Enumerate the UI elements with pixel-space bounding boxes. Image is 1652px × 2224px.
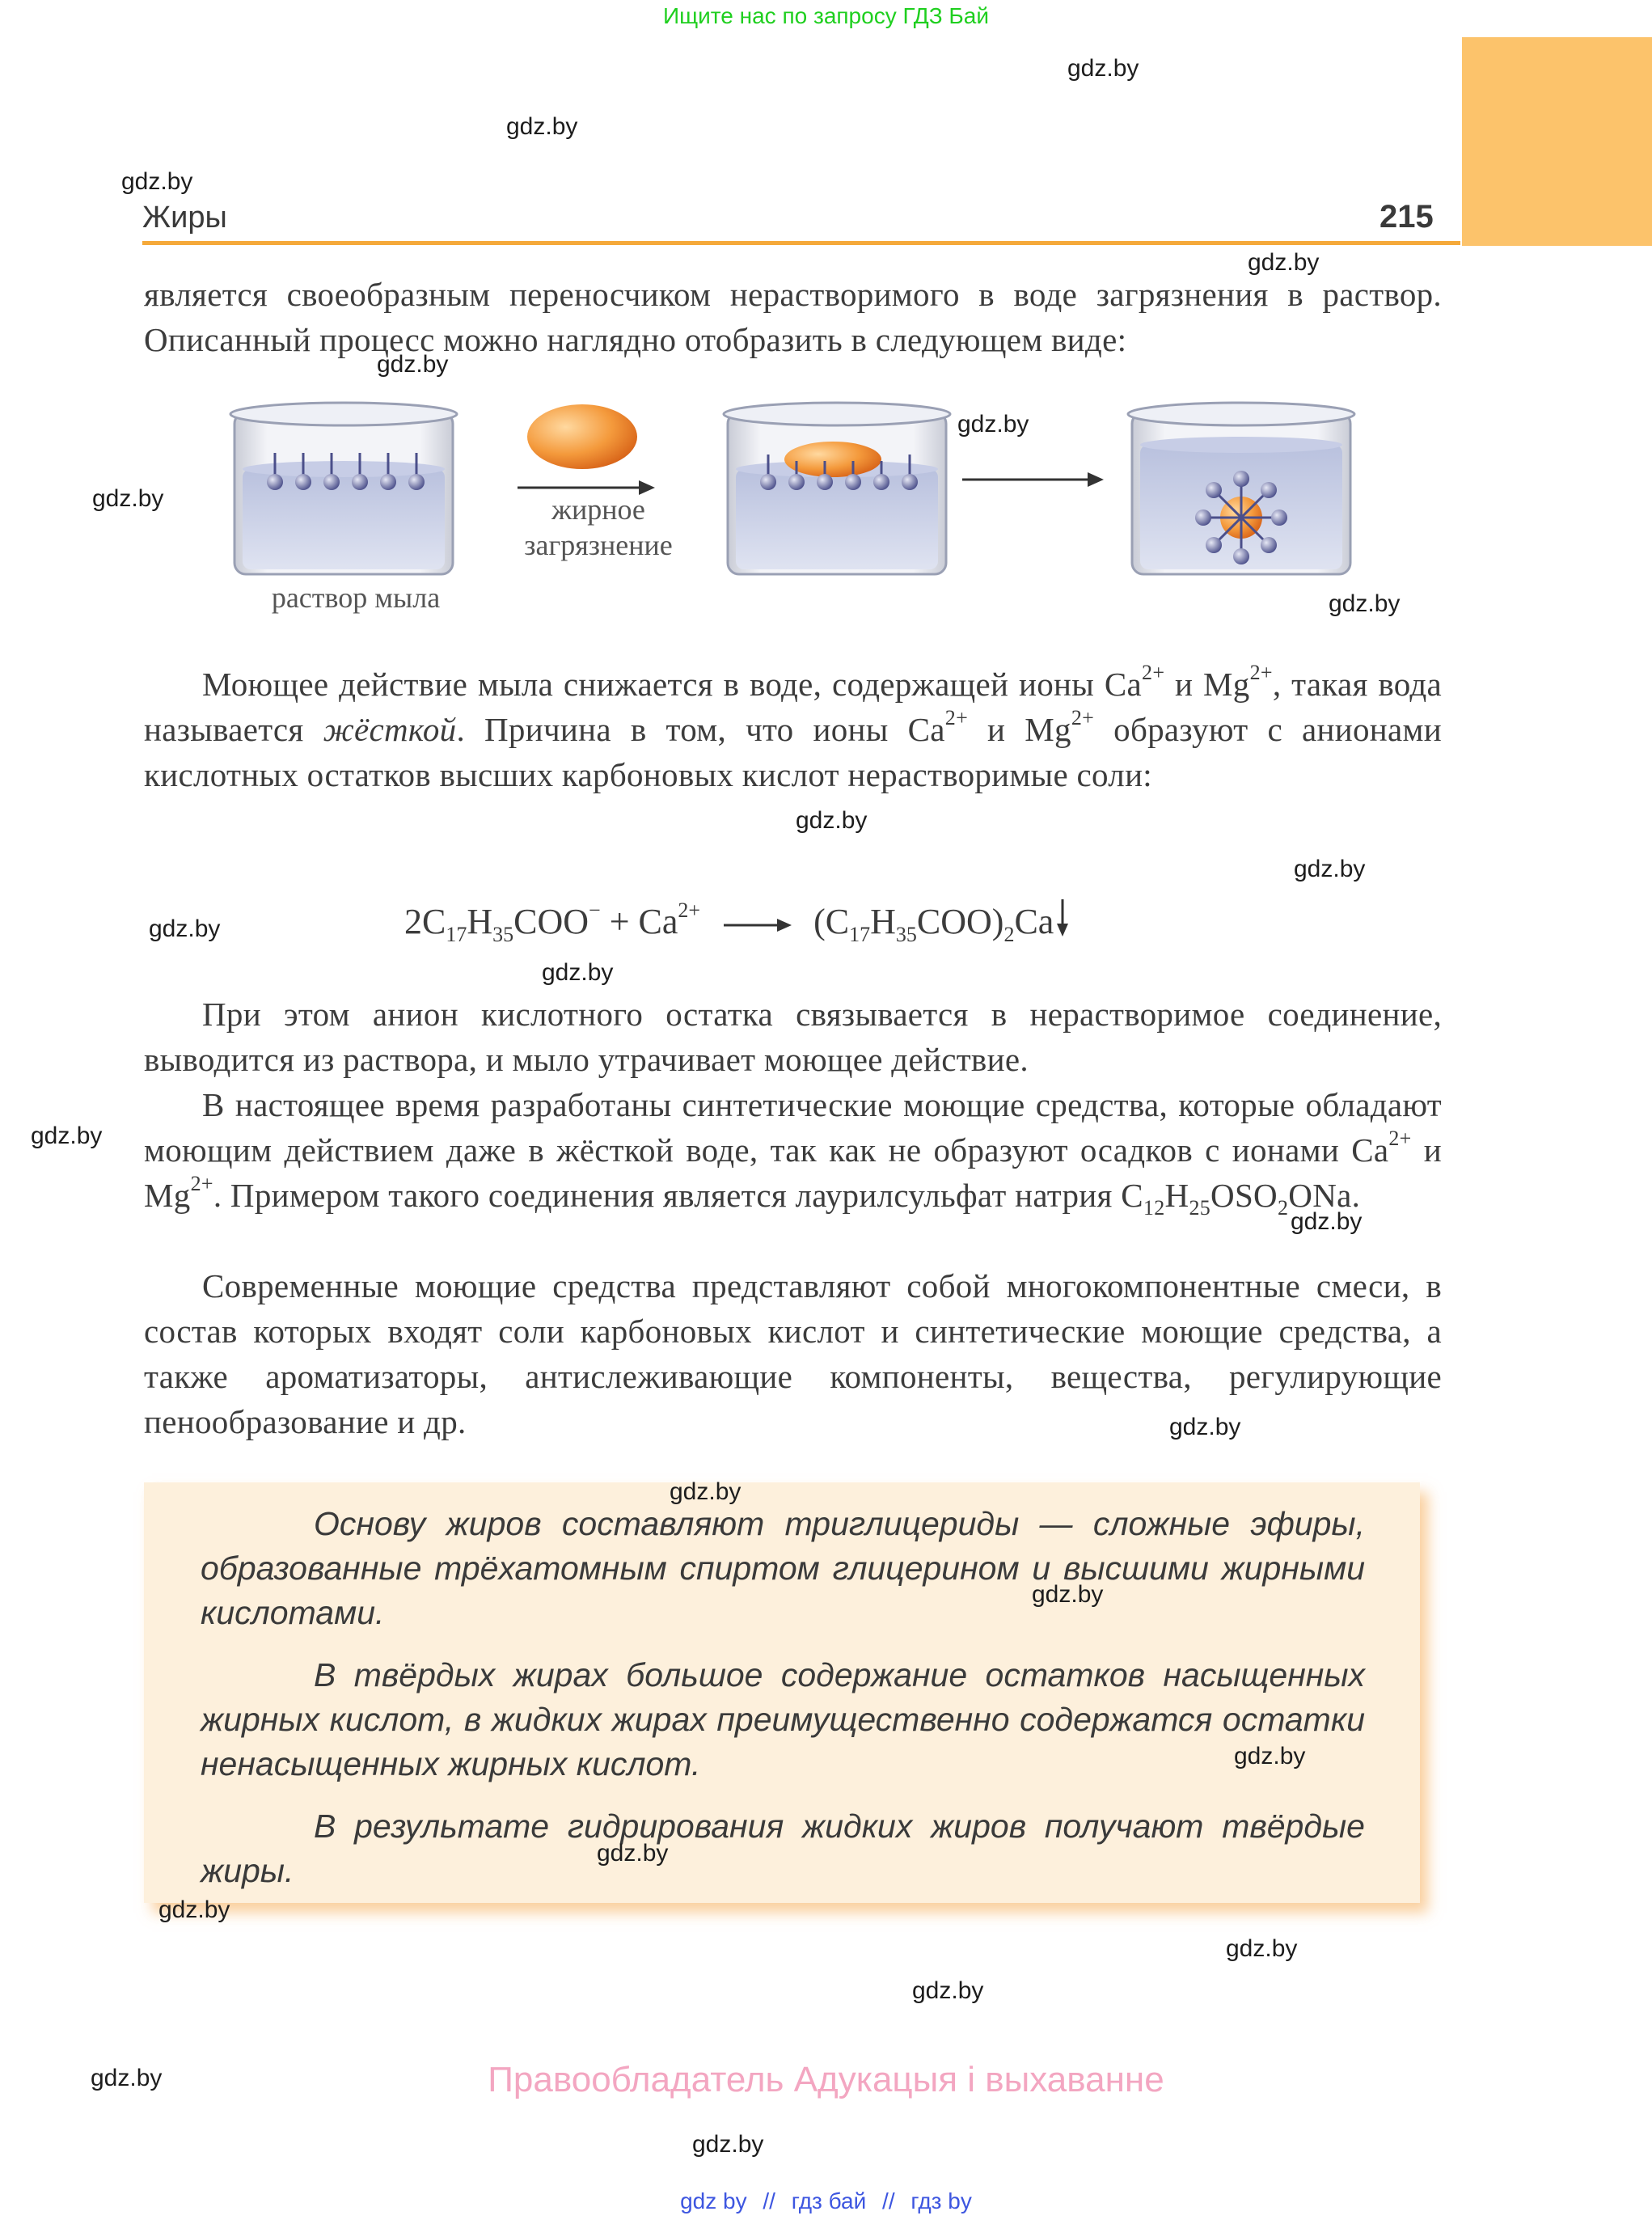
watermark: gdz.by <box>542 959 614 986</box>
watermark: gdz.by <box>91 2065 163 2091</box>
watermark: gdz.by <box>1169 1414 1241 1440</box>
top-banner[interactable]: Ищите нас по запросу ГДЗ Бай <box>662 3 990 28</box>
fat-droplet <box>527 404 637 469</box>
watermark: gdz.by <box>1291 1208 1363 1235</box>
arrow-2 <box>962 472 1104 487</box>
watermark: gdz.by <box>796 807 868 834</box>
footer-links <box>0 2188 1652 2214</box>
summary-box <box>144 1482 1420 1903</box>
beaker-soap-solution <box>230 403 457 574</box>
watermark: gdz.by <box>92 485 164 512</box>
header-rule <box>142 241 1460 245</box>
beaker-micelle <box>1128 403 1354 574</box>
summary-point: В твёрдых жирах большое содержание остатков насыщенных жирных кислот, в жидких жирах преимущественно содержатся остатки ненасыщенных жирных кислот. <box>201 1656 1365 1782</box>
watermark: gdz.by <box>597 1840 669 1867</box>
hard-water-paragraph: Моющее действие мыла снижается в воде, содержащей ионы $Ca^{2+}$ и $Mg^{2+}$, такая вода называется жёсткой. Причина в том, что ионы $Ca^{2+}$ и $Mg^{2+}$ образуют с анионами кислотных остатков высших карбоновых кислот нерастворимые соли: <box>144 661 1442 793</box>
footer-separator: // <box>882 2188 895 2213</box>
chapter-title: Жиры <box>142 201 227 235</box>
reaction-arrow <box>720 913 793 937</box>
watermark: gdz.by <box>31 1123 103 1149</box>
summary-point: В результате гидрирования жидких жиров получают твёрдые жиры. <box>201 1808 1365 1889</box>
watermark: gdz.by <box>1248 249 1320 276</box>
caption-fat-contamination: жирное загрязнение <box>524 493 673 561</box>
footer-separator: // <box>763 2188 775 2213</box>
watermark: gdz.by <box>121 168 193 195</box>
footer-link[interactable]: гдз by <box>911 2188 972 2213</box>
synthetic-detergents-paragraph: В настоящее время разработаны синтетические моющие средства, которые обладают моющим действием даже в жёсткой воде, так как не образуют осадков с ионами $Ca^{2+}$ и $Mg^{2+}$. Примером такого соединения является лаурилсульфат натрия $C_{12}H_{25}OSO_2ONa$. <box>144 1086 1443 1220</box>
watermark: gdz.by <box>1067 55 1139 82</box>
modern-detergents-paragraph: Современные моющие средства представляют собой многокомпонентные смеси, в состав которых входят соли карбоновых кислот и синтетические моющие средства, а также ароматизаторы, антислеживающие компоненты, вещества, регулирующие пенообразование и др. <box>144 1267 1442 1440</box>
intro-paragraph: является своеобразным переносчиком нерастворимого в воде загрязнения в раствор. Описанный процесс можно наглядно отобразить в следующем виде: <box>144 276 1442 358</box>
watermark: gdz.by <box>912 1977 984 2004</box>
watermark: gdz.by <box>1234 1743 1306 1769</box>
caption-soap-solution: раствор мыла <box>271 581 441 614</box>
footer-link[interactable]: gdz by <box>680 2188 747 2213</box>
watermark: gdz.by <box>670 1478 741 1505</box>
anion-paragraph: При этом анион кислотного остатка связывается в нерастворимое соединение, выводится из раствора, и мыло утрачивает моющее действие. <box>144 996 1442 1078</box>
soap-process-figure <box>218 396 1367 598</box>
page-number: 215 <box>1379 199 1434 235</box>
watermark: gdz.by <box>506 113 578 140</box>
watermark: gdz.by <box>1226 1935 1298 1962</box>
copyright-notice: Правообладатель Адукацыя і выхаванне <box>488 2060 1164 2099</box>
watermark: gdz.by <box>957 411 1029 438</box>
watermark: gdz.by <box>1032 1581 1104 1608</box>
term-hard-water: жёсткой <box>323 711 457 748</box>
watermark: gdz.by <box>692 2131 764 2158</box>
watermark: gdz.by <box>149 915 221 942</box>
precipitate-arrow <box>1054 898 1071 938</box>
micelle <box>1195 471 1287 564</box>
footer-link[interactable]: гдз бай <box>791 2188 867 2213</box>
watermark: gdz.by <box>158 1896 230 1923</box>
summary-point: Основу жиров составляют триглицериды — сложные эфиры, образованные трёхатомным спиртом глицерином и высшими жирными кислотами. <box>201 1505 1365 1631</box>
page-corner-tab <box>1462 37 1652 246</box>
beaker-fat-on-surface <box>724 403 950 574</box>
reaction-equation: $2C_{17}H_{35}COO^- + Ca^{2+}$ $(C_{17}H_{35}COO)_2Ca$ <box>404 898 1071 942</box>
watermark: gdz.by <box>377 351 449 378</box>
watermark: gdz.by <box>1294 856 1366 882</box>
watermark: gdz.by <box>1329 590 1401 617</box>
